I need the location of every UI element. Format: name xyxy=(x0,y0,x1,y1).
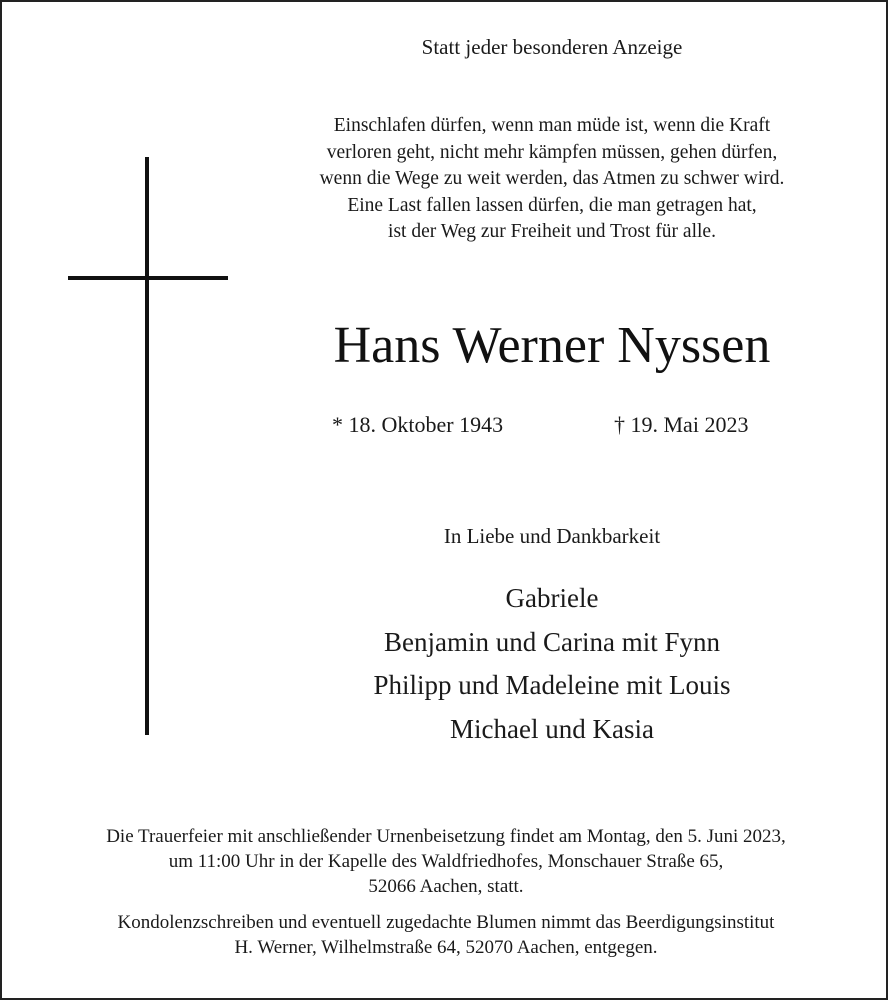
family-list xyxy=(252,577,852,751)
ceremony-line: Die Trauerfeier mit anschließender Urnenbeisetzung findet am Montag, den 5. Juni 2023, xyxy=(106,826,786,847)
family-member: Michael und Kasia xyxy=(450,713,654,744)
poem-line: Eine Last fallen lassen dürfen, die man getragen hat, xyxy=(347,194,757,216)
family-member: Gabriele xyxy=(505,583,599,613)
ceremony-line: 52066 Aachen, statt. xyxy=(368,876,524,897)
poem-line: Einschlafen dürfen, wenn man müde ist, wenn die Kraft xyxy=(333,115,771,136)
family-member: Benjamin und Carina mit Fynn xyxy=(384,626,720,657)
cross-horizontal-bar xyxy=(68,276,228,280)
condolence-line: H. Werner, Wilhelmstraße 64, 52070 Aachen, entgegen. xyxy=(234,937,658,958)
deceased-name: Hans Werner Nyssen xyxy=(333,317,771,374)
condolence-line: Kondolenzschreiben und eventuell zugedachte Blumen nimmt das Beerdigungsinstitut xyxy=(117,912,775,933)
thanks-line: In Liebe und Dankbarkeit xyxy=(443,524,661,548)
poem-line: ist der Weg zur Freiheit und Trost für alle. xyxy=(388,221,716,242)
birth-date: * 18. Oktober 1943 xyxy=(332,412,504,437)
condolence-info xyxy=(2,910,888,960)
ceremony-info xyxy=(2,824,888,899)
poem-line: verloren geht, nicht mehr kämpfen müssen, gehen dürfen, xyxy=(326,141,778,163)
poem-line: wenn die Wege zu weit werden, das Atmen zu schwer wird. xyxy=(319,168,785,189)
cross-vertical-bar xyxy=(145,157,149,735)
notice-heading: Statt jeder besonderen Anzeige xyxy=(421,35,683,59)
ceremony-line: um 11:00 Uhr in der Kapelle des Waldfriedhofes, Monschauer Straße 65, xyxy=(168,851,724,872)
family-member: Philipp und Madeleine mit Louis xyxy=(373,670,731,700)
death-date: † 19. Mai 2023 xyxy=(614,412,749,437)
poem xyxy=(252,113,852,246)
